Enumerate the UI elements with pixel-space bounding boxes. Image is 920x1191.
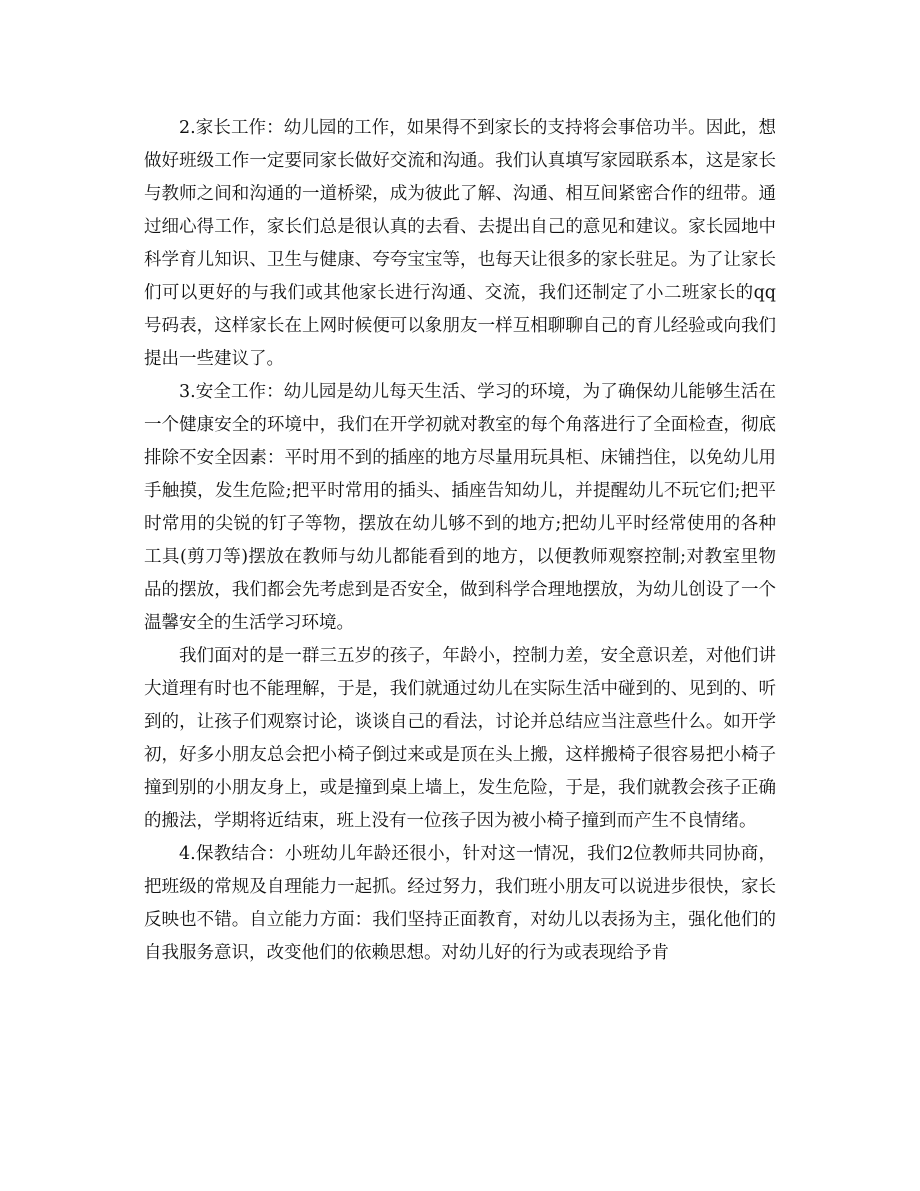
document-body <box>144 112 776 970</box>
paragraph-safety-education: 我们面对的是一群三五岁的孩子，年龄小，控制力差，安全意识差，对他们讲大道理有时也不能理解，于是，我们就通过幼儿在实际生活中碰到的、见到的、听到的，让孩子们观察讨论，谈谈自己的看法，讨论并总结应当注意些什么。如开学初，好多小朋友总会把小椅子倒过来或是顶在头上搬，这样搬椅子很容易把小椅子撞到别的小朋友身上，或是撞到桌上墙上，发生危险，于是，我们就教会孩子正确的搬法，学期将近结束，班上没有一位孩子因为被小椅子撞到而产生不良情绪。 <box>144 646 776 831</box>
paragraph-safety-work: 3.安全工作：幼儿园是幼儿每天生活、学习的环境，为了确保幼儿能够生活在一个健康安全的环境中，我们在开学初就对教室的每个角落进行了全面检查，彻底排除不安全因素：平时用不到的插座的地方尽量用玩具柜、床铺挡住，以免幼儿用手触摸，发生危险;把平时常用的插头、插座告知幼儿，并提醒幼儿不玩它们;把平时常用的尖锐的钉子等物，摆放在幼儿够不到的地方;把幼儿平时经常使用的各种工具(剪刀等)摆放在教师与幼儿都能看到的地方，以便教师观察控制;对教室里物品的摆放，我们都会先考虑到是否安全，做到科学合理地摆放，为幼儿创设了一个温馨安全的生活学习环境。 <box>144 382 776 633</box>
paragraph-parent-work: 2.家长工作：幼儿园的工作，如果得不到家长的支持将会事倍功半。因此，想做好班级工作一定要同家长做好交流和沟通。我们认真填写家园联系本，这是家长与教师之间和沟通的一道桥梁，成为彼此了解、沟通、相互间紧密合作的纽带。通过细心得工作，家长们总是很认真的去看、去提出自己的意见和建议。家长园地中科学育儿知识、卫生与健康、夸夸宝宝等，也每天让很多的家长驻足。为了让家长们可以更好的与我们或其他家长进行沟通、交流，我们还制定了小二班家长的qq号码表，这样家长在上网时候便可以象朋友一样互相聊聊自己的育儿经验或向我们提出一些建议了。 <box>144 118 776 369</box>
paragraph-care-education: 4.保教结合：小班幼儿年龄还很小，针对这一情况，我们2位教师共同协商，把班级的常规及自理能力一起抓。经过努力，我们班小朋友可以说进步很快，家长反映也不错。自立能力方面：我们坚持正面教育，对幼儿以表扬为主，强化他们的自我服务意识，改变他们的依赖思想。对幼儿好的行为或表现给予肯 <box>144 844 776 963</box>
